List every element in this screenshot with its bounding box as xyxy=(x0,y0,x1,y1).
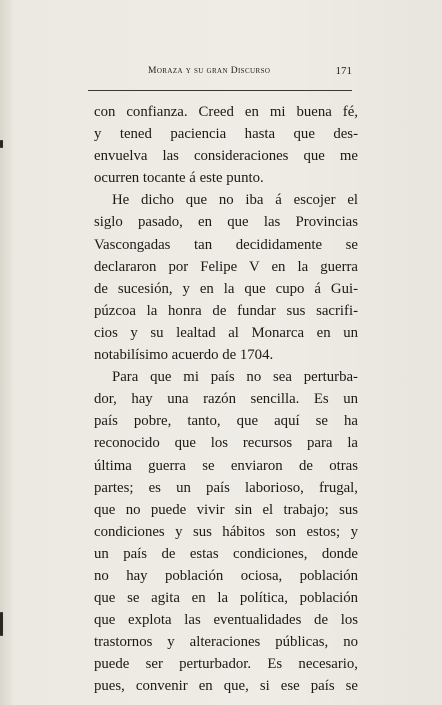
text-line: última guerra se enviaron de otras xyxy=(94,457,358,474)
text-line: He dicho que no iba á escojer el xyxy=(112,192,358,209)
page-number: 171 xyxy=(335,65,352,77)
text-line: y tened paciencia hasta que des- xyxy=(94,126,358,143)
running-head: Moraza y su gran Discurso xyxy=(148,66,271,76)
header-rule xyxy=(88,90,352,91)
text-line: dor, hay una razón sencilla. Es un xyxy=(94,391,358,408)
body-text xyxy=(94,101,358,698)
gutter-mark xyxy=(0,140,3,148)
text-line: notabilísimo acuerdo de 1704. xyxy=(94,347,274,364)
text-line: púzcoa la honra de fundar sus sacrifi- xyxy=(94,302,358,319)
text-line: ocurren tocante á este punto. xyxy=(94,170,264,187)
page-header xyxy=(88,66,352,82)
text-line: siglo pasado, en que las Provincias xyxy=(94,214,358,231)
text-line: Para que mi país no sea perturba- xyxy=(112,369,358,386)
text-line: que se agita en la política, población xyxy=(94,590,358,607)
text-line: con confianza. Creed en mi buena fé, xyxy=(94,104,358,120)
text-line: puede ser perturbador. Es necesario, xyxy=(94,656,358,673)
text-line: un país de estas condiciones, donde xyxy=(94,545,358,562)
text-line: trastornos y alteraciones públicas, no xyxy=(94,634,358,651)
text-line: cios y su lealtad al Monarca en un xyxy=(94,324,358,341)
text-line: Vascongadas tan decididamente se xyxy=(94,236,358,253)
text-line: no hay población ociosa, población xyxy=(94,567,358,584)
text-line: que explota las eventualidades de los xyxy=(94,612,358,629)
text-line: declararon por Felipe V en la guerra xyxy=(94,258,358,275)
text-line: de sucesión, y en la que cupo á Gui- xyxy=(94,280,358,297)
text-line: envuelva las consideraciones que me xyxy=(94,148,358,165)
text-line: que no puede vivir sin el trabajo; sus xyxy=(94,501,358,518)
text-line: pues, convenir en que, si ese país se xyxy=(94,678,358,695)
gutter-mark xyxy=(0,612,3,636)
text-line: condiciones y sus hábitos son estos; y xyxy=(94,523,358,540)
text-line: reconocido que los recursos para la xyxy=(94,435,358,452)
text-line: país pobre, tanto, que aquí se ha xyxy=(94,413,358,430)
text-line: partes; es un país laborioso, frugal, xyxy=(94,479,358,496)
